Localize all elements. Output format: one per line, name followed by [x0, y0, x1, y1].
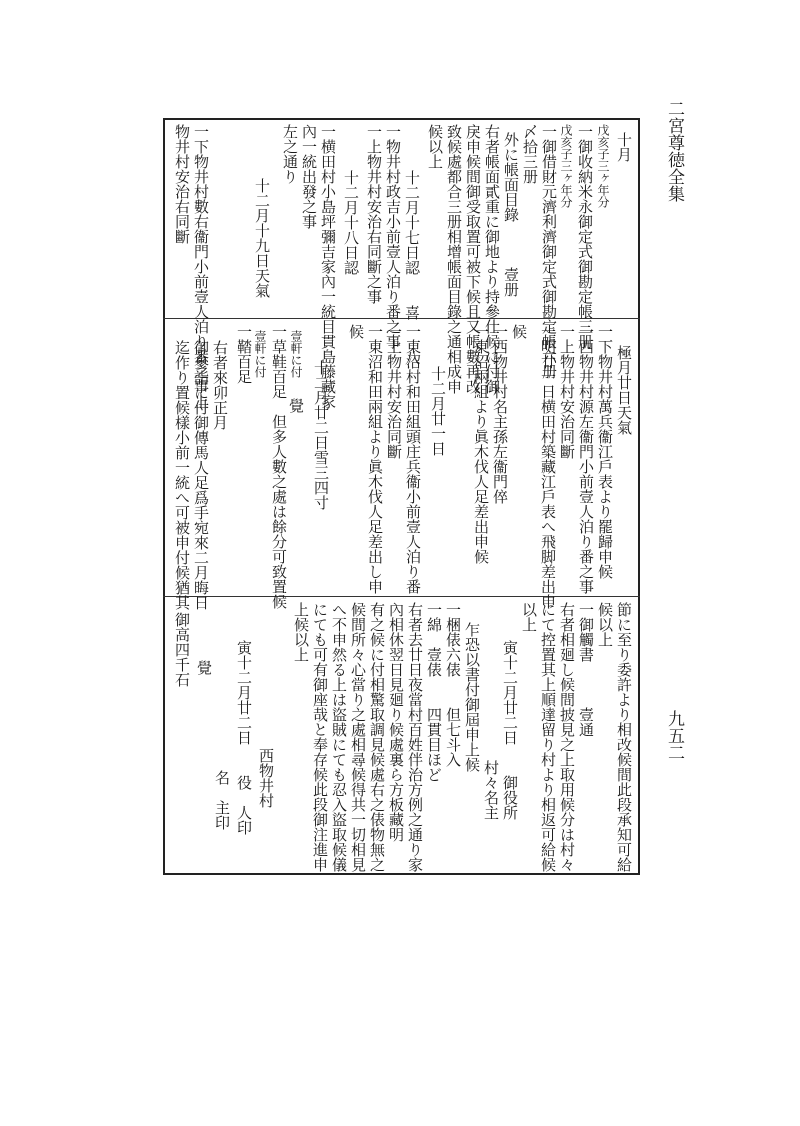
text-column: 一御收納米永御定式御勘定帳三册: [576, 124, 594, 349]
text-column: 寅十二月廿二日 役 人印: [235, 640, 253, 835]
text-column: 〆拾三册: [521, 124, 539, 184]
text-column: 一上物井村安治右同斷之事: [365, 124, 383, 304]
text-column: 乍恐以書付御屆申上候: [463, 622, 481, 772]
text-column: 戊亥子三ヶ年分: [559, 124, 573, 208]
text-column: 一上物井村安治同斷: [385, 324, 403, 459]
text-column: 御高四千石: [173, 612, 191, 687]
text-column: 候間所々心當り之處相尋候得共一切相見: [349, 602, 367, 872]
text-column: 一下物井村數右衞門小前壹人泊り番之事上: [192, 124, 210, 409]
text-column: 名 主印: [213, 770, 231, 830]
page-number: 九五二: [664, 710, 684, 761]
text-column: 一東沼兩組より眞木伐人足差出申候: [472, 324, 490, 564]
text-column: 御參詣に付御傳馬人足爲手宛來二月晦日: [192, 340, 210, 610]
text-column: 一鞜百足: [235, 324, 253, 384]
text-column: 上候以上: [292, 602, 310, 662]
text-column: 戾申候間御受取置可被下候且又帳數再改: [464, 124, 482, 394]
text-column: 一明廿一日横田村築藏江戶表へ飛脚差出申: [539, 324, 557, 609]
text-column: 右者帳面貳重に御地より持參仕候に付御: [483, 124, 501, 394]
text-column: 內一統出發之事: [300, 124, 318, 229]
text-column: 候: [510, 324, 528, 339]
text-column: 致候處都合三册相增帳面目錄之通相成申: [445, 124, 463, 394]
text-column: 一御借財元濟利濟御定式御勘定帳六册: [540, 124, 558, 379]
text-column: 以上: [520, 602, 538, 632]
text-column: 一横田村小島坪彌吉家內一統目貫島藤藏家: [319, 124, 337, 409]
text-column: 十月: [615, 132, 633, 162]
text-column: 覺: [287, 398, 305, 413]
text-column: 一綿 壹俵 四貫目ほど: [425, 602, 443, 782]
text-column: 內相休翌日見廻り候處裏ら方板藏明: [387, 602, 405, 842]
text-column: 一梱俵六俵 但七斗入: [444, 602, 462, 767]
text-column: 一西物井村源左衞門小前壹人泊り番之事: [577, 324, 595, 594]
text-column: 寅十二月廿二日 御役所: [501, 640, 519, 820]
text-column: 一西物井村名主孫左衞門倅: [491, 324, 509, 504]
text-column: 壹軒に付: [289, 330, 303, 378]
book-title: 二宮尊徳全集: [664, 100, 684, 202]
text-column: 十二月十九日天氣: [253, 178, 271, 298]
text-column: 外に帳面目錄 壹册: [502, 132, 520, 297]
text-column: 十二月廿一日: [429, 366, 447, 456]
text-column: 一草鞋百足 但多人數之處は餘分可致置候: [270, 324, 288, 609]
text-column: 戊亥子三ヶ年分: [596, 124, 610, 208]
text-column: 右者來卯正月: [211, 340, 229, 430]
text-column: にても可有御座哉と奉存候此段御注進申: [311, 602, 329, 872]
text-column: 候: [347, 324, 365, 339]
text-column: 候以上: [426, 124, 444, 169]
text-column: 壹軒に付: [253, 330, 267, 378]
text-column: 一物井村政吉小前壹人泊り番之事: [384, 124, 402, 349]
text-column: 十二月十七日認 喜 八: [403, 170, 421, 365]
text-column: 有之候に付相驚取調見候處右之俵物無之: [368, 602, 386, 872]
section-divider-bottom: [163, 596, 640, 597]
text-column: 迄作り置候樣小前一統へ可被申付候猶其: [173, 340, 191, 610]
text-column: 十二月十八日認: [342, 170, 360, 275]
text-column: 一東沼和田兩組より眞木伐人足差出し申: [366, 324, 384, 594]
text-column: 左之通り: [281, 124, 299, 184]
text-column: 右者相廻し候間披見之上取用候分は村々: [558, 602, 576, 872]
text-column: 候以上: [596, 602, 614, 647]
text-column: にて控置其上順達留り村より相返可給候: [539, 602, 557, 872]
text-column: 西物井村: [257, 748, 275, 808]
text-column: 節に至り委許より相改候間此段承知可給: [615, 602, 633, 872]
text-column: 一下物井村萬兵衞江戶表より罷歸申候: [596, 324, 614, 579]
text-column: 覺: [195, 660, 213, 675]
text-column: へ不申然る上は盜賊にても忍入盜取候儀: [330, 602, 348, 872]
text-column: 物井村安治右同斷: [173, 124, 191, 244]
text-column: 極月廿日天氣: [615, 345, 633, 435]
text-column: 村々名主: [482, 760, 500, 820]
text-column: 十二月廿二日雪三四寸: [312, 360, 330, 510]
text-column: 一上物井村安治同斷: [558, 324, 576, 459]
text-column: 一御觸書 壹通: [577, 602, 595, 737]
text-column: 一東沼村和田組頭庄兵衞小前壹人泊り番: [404, 324, 422, 594]
text-column: 右者去廿日夜當村百姓伴治方例之通り家: [406, 602, 424, 872]
